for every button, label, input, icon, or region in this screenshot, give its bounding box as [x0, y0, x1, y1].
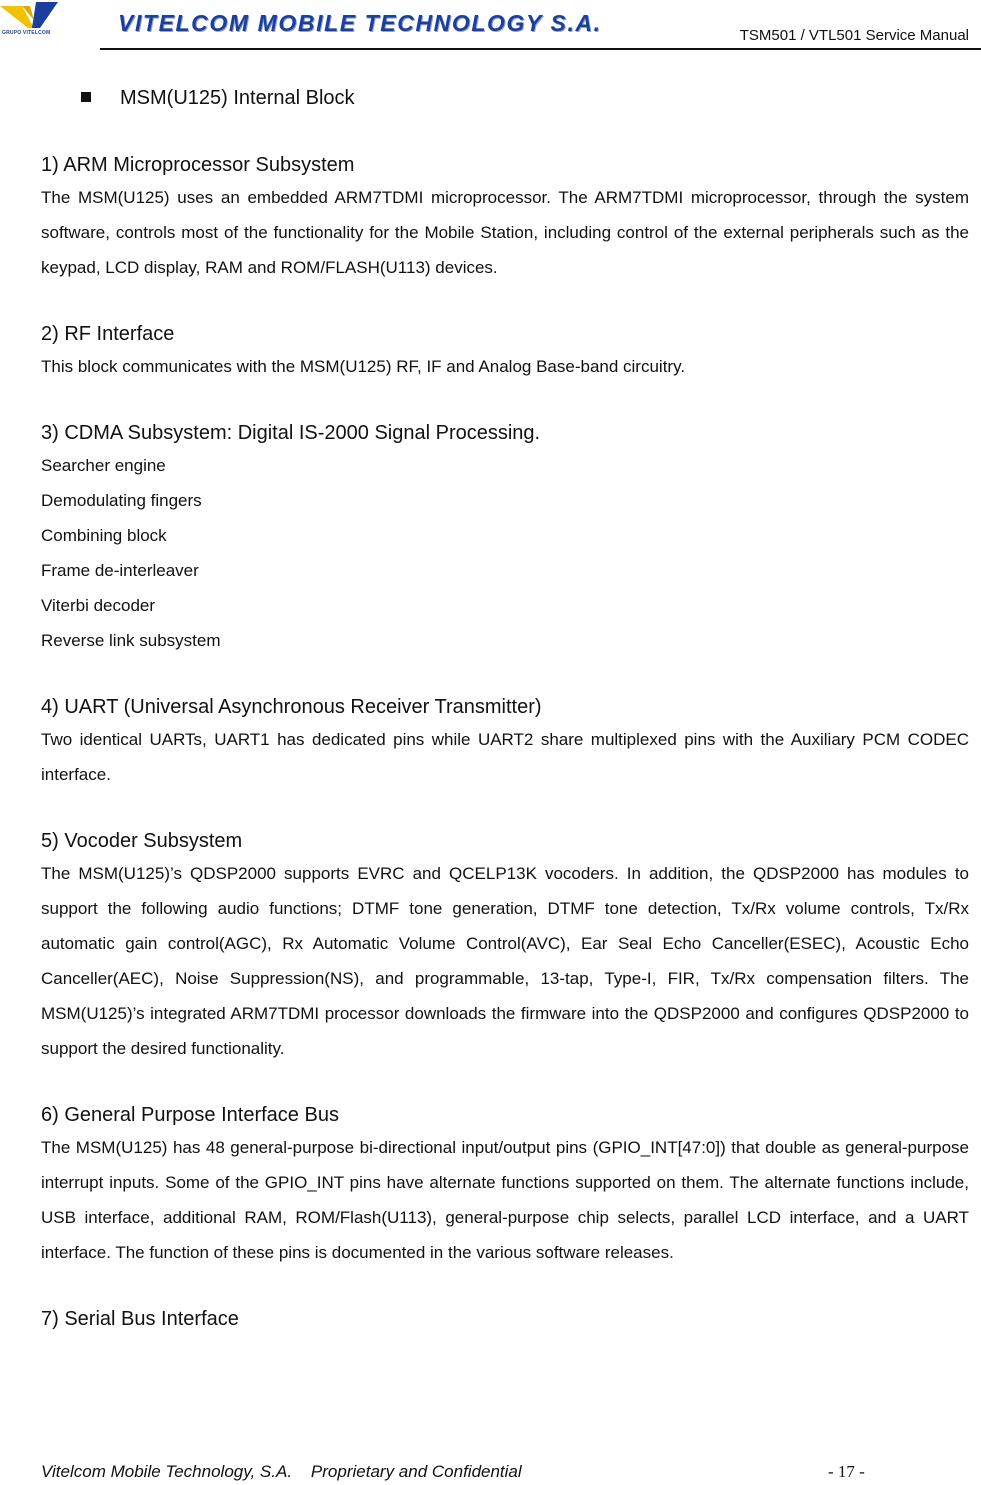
list-item: Searcher engine	[41, 456, 166, 475]
footer-text: Vitelcom Mobile Technology, S.A. Proprietary and Confidential	[41, 1462, 522, 1481]
section-heading: 3) CDMA Subsystem: Digital IS-2000 Signal Processing.	[41, 422, 541, 444]
company-name: VITELCOM MOBILE TECHNOLOGY S.A.	[118, 10, 602, 36]
list-item: Frame de-interleaver	[41, 561, 199, 580]
vitelcom-logo	[0, 0, 64, 46]
document-body	[41, 82, 969, 1368]
section-4	[41, 692, 969, 792]
section-heading: 1) ARM Microprocessor Subsystem	[41, 154, 355, 176]
manual-title: TSM501 / VTL501 Service Manual	[739, 27, 969, 44]
section-heading: 2) RF Interface	[41, 323, 175, 345]
block-title	[41, 82, 969, 114]
section-1	[41, 150, 969, 285]
section-heading: 6) General Purpose Interface Bus	[41, 1104, 339, 1126]
section-heading: 4) UART (Universal Asynchronous Receiver Transmitter)	[41, 696, 542, 718]
logo-text: GRUPO VITELCOM	[2, 30, 51, 36]
list-item: Viterbi decoder	[41, 596, 156, 615]
section-6	[41, 1100, 969, 1270]
page-footer	[41, 1462, 941, 1482]
section-heading: 5) Vocoder Subsystem	[41, 830, 243, 852]
section-paragraph: The MSM(U125)’s QDSP2000 supports EVRC and QCELP13K vocoders. In addition, the QDSP2000 has modules to support the following audio functions; DTMF tone generation, DTMF tone detection, Tx/Rx volume controls, Tx/Rx automatic gain control(AGC), Rx Automatic Volume Control(AVC), Ear Seal Echo Canceller(ESEC), Acoustic Echo Canceller(AEC), Noise Suppression(NS), and programmable, 13-tap, Type-I, FIR, Tx/Rx compensation filters. The MSM(U125)’s integrated ARM7TDMI processor downloads the firmware into the QDSP2000 and configures QDSP2000 to support the desired functionality.	[41, 864, 969, 1058]
sections	[41, 150, 969, 1334]
section-heading: 7) Serial Bus Interface	[41, 1308, 239, 1330]
section-paragraph: Two identical UARTs, UART1 has dedicated pins while UART2 share multiplexed pins with the Auxiliary PCM CODEC interface.	[41, 730, 969, 784]
section-5	[41, 826, 969, 1066]
section-list	[41, 448, 969, 658]
page-number: - 17 -	[828, 1462, 865, 1481]
section-paragraph: The MSM(U125) uses an embedded ARM7TDMI microprocessor. The ARM7TDMI microprocessor, through the system software, controls most of the functionality for the Mobile Station, including control of the external peripherals such as the keypad, LCD display, RAM and ROM/FLASH(U113) devices.	[41, 188, 969, 277]
section-paragraph: This block communicates with the MSM(U125) RF, IF and Analog Base-band circuitry.	[41, 357, 686, 376]
list-item: Combining block	[41, 526, 167, 545]
bullet-square-icon	[81, 92, 91, 102]
section-2	[41, 319, 969, 384]
page-header	[0, 0, 981, 52]
list-item: Demodulating fingers	[41, 491, 202, 510]
section-7	[41, 1304, 969, 1334]
header-rule	[100, 48, 981, 50]
list-item: Reverse link subsystem	[41, 631, 221, 650]
block-title-text: MSM(U125) Internal Block	[120, 87, 355, 109]
section-3	[41, 418, 969, 658]
section-paragraph: The MSM(U125) has 48 general-purpose bi-directional input/output pins (GPIO_INT[47:0]) that double as general-purpose interrupt inputs. Some of the GPIO_INT pins have alternate functions supported on them. The alternate functions include, USB interface, additional RAM, ROM/Flash(U113), general-purpose chip selects, parallel LCD interface, and a UART interface. The function of these pins is documented in the various software releases.	[41, 1138, 969, 1262]
